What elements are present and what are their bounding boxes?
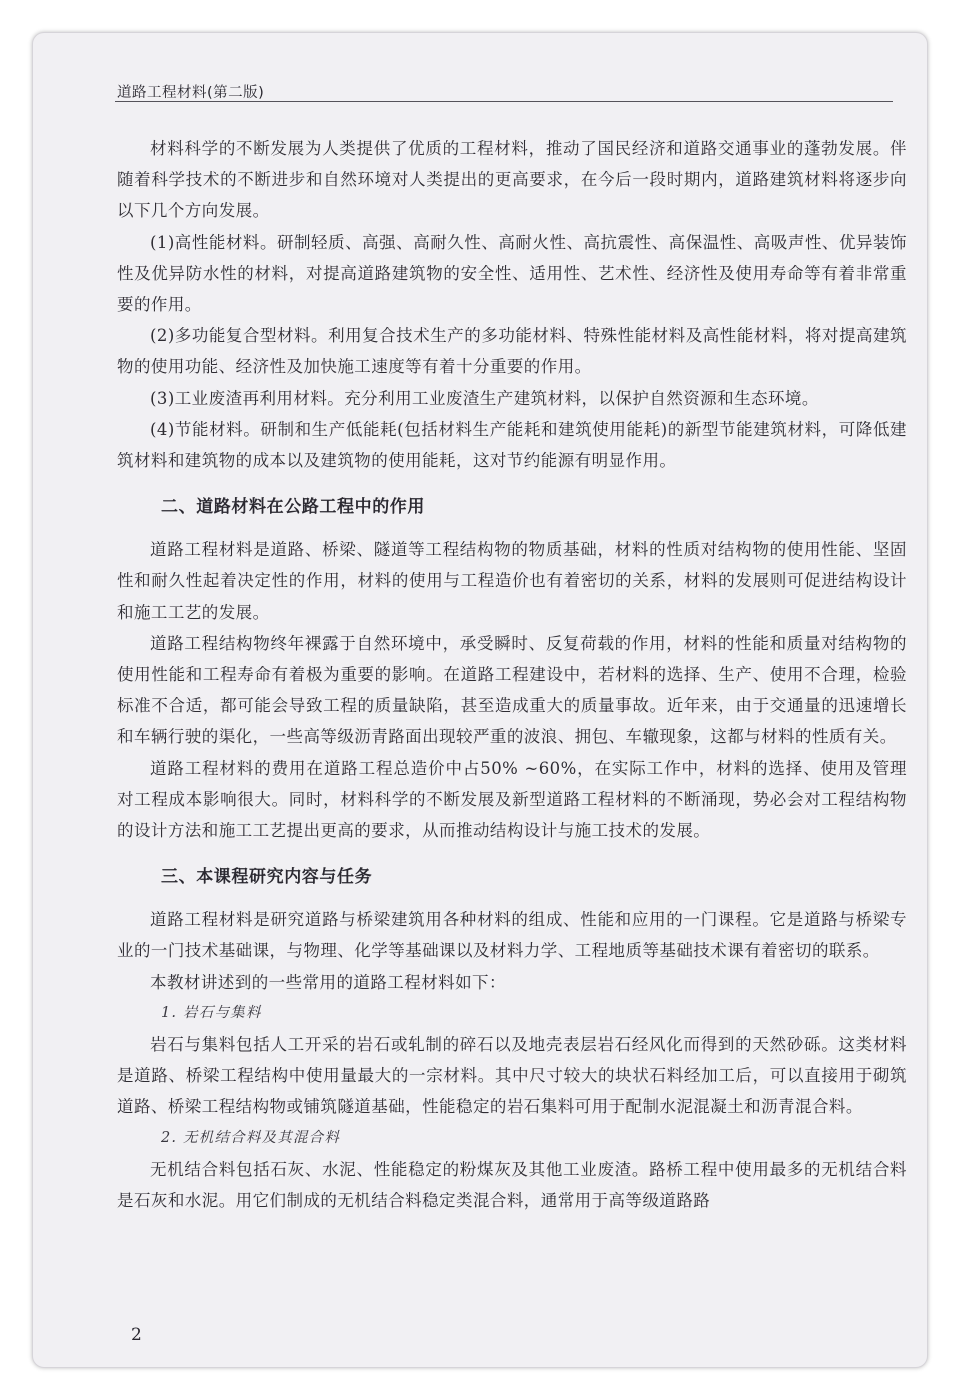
direction-energy-saving: (4)节能材料。研制和生产低能耗(包括材料生产能耗和建筑使用能耗)的新型节能建筑材料，可降低建筑材料和建筑物的成本以及建筑物的使用能耗，这对节约能源有明显作用。 [117,419,907,471]
direction-high-performance: (1)高性能材料。研制轻质、高强、高耐久性、高耐火性、高抗震性、高保温性、高吸声性、优异装饰性及优异防水性的材料，对提高道路建筑物的安全性、适用性、艺术性、经济性及使用寿命等有着非常重要的作用。 [117,232,907,315]
book-page [32,32,928,1368]
subheading-rock-aggregate: 1. 岩石与集料 [161,1004,262,1021]
section-heading-course: 三、本课程研究内容与任务 [161,867,373,888]
section2-paragraph-2: 道路工程结构物终年裸露于自然环境中，承受瞬时、反复荷载的作用，材料的性能和质量对结构物的使用性能和工程寿命有着极为重要的影响。在道路工程建设中，若材料的选择、生产、使用不合理，检验标准不合适，都可能会导致工程的质量缺陷，甚至造成重大的质量事故。近年来，由于交通量的迅速增长和车辆行驶的渠化，一些高等级沥青路面出现较严重的波浪、拥包、车辙现象，这都与材料的性质有关。 [117,633,907,747]
section-heading-role: 二、道路材料在公路工程中的作用 [161,497,425,518]
rock-aggregate-paragraph: 岩石与集料包括人工开采的岩石或轧制的碎石以及地壳表层岩石经风化而得到的天然砂砾。这类材料是道路、桥梁工程结构中使用量最大的一宗材料。其中尺寸较大的块状石料经加工后，可以直接用于砌筑道路、桥梁工程结构物或铺筑隧道基础，性能稳定的岩石集料可用于配制水泥混凝土和沥青混合料。 [117,1035,907,1117]
section3-paragraph-2: 本教材讲述到的一些常用的道路工程材料如下： [150,972,506,992]
section2-paragraph-3: 道路工程材料的费用在道路工程总造价中占50% ~60%，在实际工作中，材料的选择、使用及管理对工程成本影响很大。同时，材料科学的不断发展及新型道路工程材料的不断涌现，势必会对工程结构物的设计方法和施工工艺提出更高的要求，从而推动结构设计与施工技术的发展。 [117,758,907,841]
subheading-inorganic-binder: 2. 无机结合料及其混合料 [161,1129,341,1146]
running-head-title: 道路工程材料(第二版) [117,85,265,101]
intro-paragraph: 材料科学的不断发展为人类提供了优质的工程材料，推动了国民经济和道路交通事业的蓬勃发展。伴随着科学技术的不断进步和自然环境对人类提出的更高要求，在今后一段时期内，道路建筑材料将逐步向以下几个方向发展。 [117,139,907,221]
direction-multifunction-composite: (2)多功能复合型材料。利用复合技术生产的多功能材料、特殊性能材料及高性能材料，将对提高建筑物的使用功能、经济性及加快施工速度等有着十分重要的作用。 [117,326,907,377]
page-body [117,133,907,1216]
direction-waste-reuse: (3)工业废渣再利用材料。充分利用工业废渣生产建筑材料，以保护自然资源和生态环境。 [150,388,819,408]
header-rule [115,101,893,102]
inorganic-binder-paragraph: 无机结合料包括石灰、水泥、性能稳定的粉煤灰及其他工业废渣。路桥工程中使用最多的无机结合料是石灰和水泥。用它们制成的无机结合料稳定类混合料，通常用于高等级道路路 [117,1159,907,1211]
page-number: 2 [131,1325,142,1345]
section3-paragraph-1: 道路工程材料是研究道路与桥梁建筑用各种材料的组成、性能和应用的一门课程。它是道路与桥梁专业的一门技术基础课，与物理、化学等基础课以及材料力学、工程地质等基础技术课有着密切的联系。 [117,910,907,961]
section2-paragraph-1: 道路工程材料是道路、桥梁、隧道等工程结构物的物质基础，材料的性质对结构物的使用性能、坚固性和耐久性起着决定性的作用，材料的使用与工程造价也有着密切的关系，材料的发展则可促进结构设计和施工工艺的发展。 [117,540,907,622]
